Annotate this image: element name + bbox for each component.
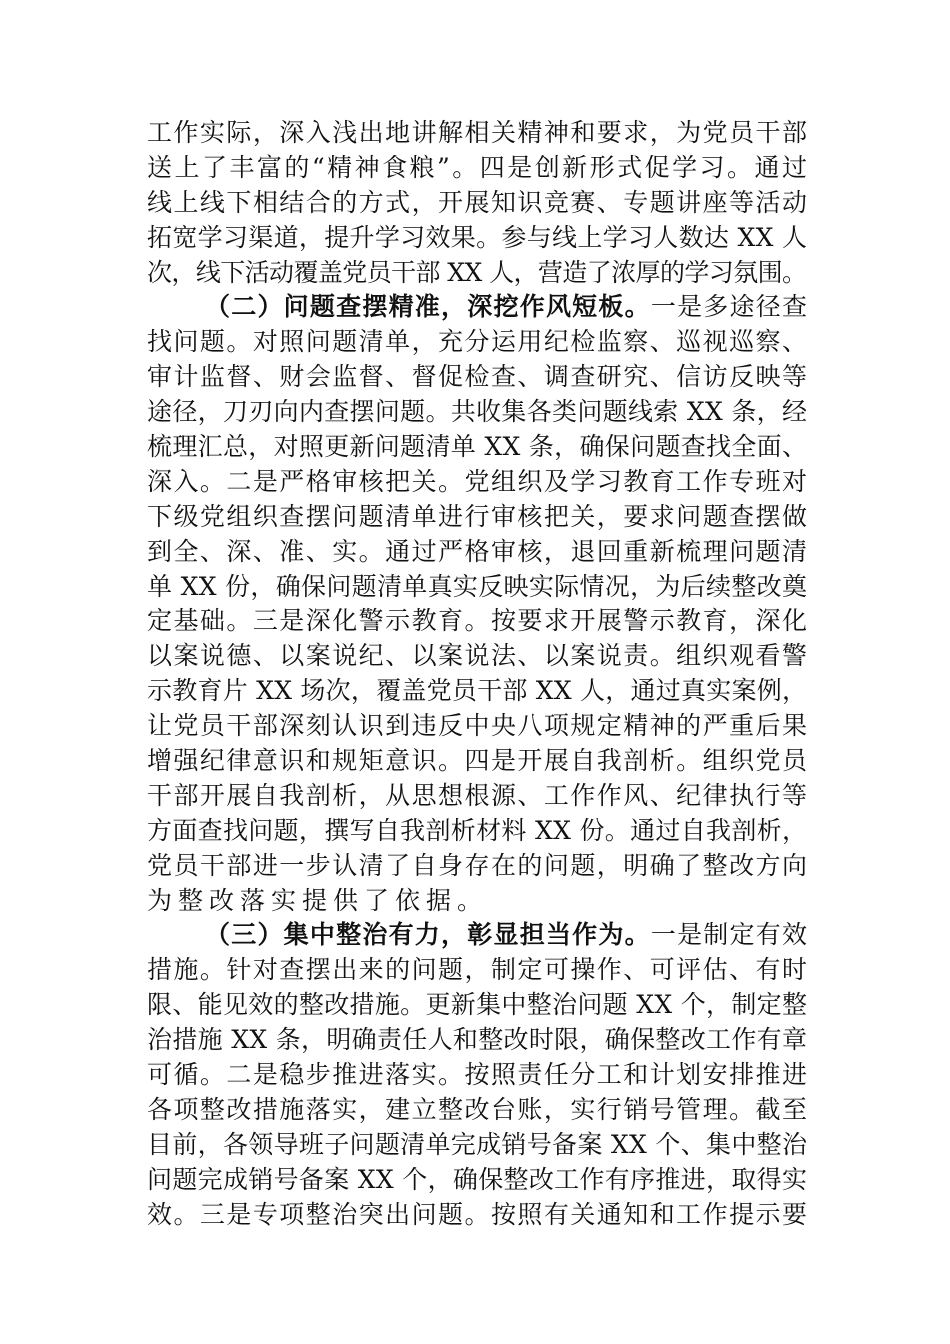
text-run: 拓宽学习渠道，提升学习效果。参与线上学习人数达 XX 人 bbox=[147, 222, 808, 252]
text-line bbox=[147, 256, 807, 291]
text-run: 可循。二是稳步推进落实。按照责任分工和计划安排推进 bbox=[147, 1060, 809, 1090]
text-run: 以案说德、以案说纪、以案说法、以案说责。组织观看警 bbox=[147, 641, 809, 671]
text-run: 工作实际，深入浅出地讲解相关精神和要求，为党员干部 bbox=[147, 118, 809, 147]
text-run: 目前，各领导班子问题清单完成销号备案 XX 个、集中整治 bbox=[147, 1129, 808, 1159]
text-line bbox=[147, 953, 807, 988]
text-line bbox=[147, 1023, 807, 1058]
text-run: 深入。二是严格审核把关。党组织及学习教育工作专班对 bbox=[147, 466, 809, 496]
text-line bbox=[147, 814, 807, 849]
text-run: 效。三是专项整治突出问题。按照有关通知和工作提示要 bbox=[147, 1199, 809, 1229]
text-run: 下级党组织查摆问题清单进行审核把关，要求问题查摆做 bbox=[147, 501, 809, 531]
text-line bbox=[147, 500, 807, 535]
text-line bbox=[147, 918, 807, 953]
text-line bbox=[147, 1163, 807, 1198]
text-run: 方面查找问题，撰写自我剖析材料 XX 份。通过自我剖析， bbox=[147, 815, 808, 845]
text-line bbox=[147, 1093, 807, 1128]
text-line bbox=[147, 639, 807, 674]
text-line bbox=[147, 465, 807, 500]
text-line bbox=[147, 535, 807, 570]
text-run: 定基础。三是深化警示教育。按要求开展警示教育，深化 bbox=[147, 606, 809, 636]
text-run: 问题完成销号备案 XX 个，确保整改工作有序推进，取得实 bbox=[147, 1164, 808, 1194]
text-run: 线上线下相结合的方式，开展知识竞赛、专题讲座等活动 bbox=[147, 187, 809, 217]
text-line bbox=[147, 151, 810, 186]
text-run: 到全、深、准、实。通过严格审核，退回重新梳理问题清 bbox=[147, 536, 809, 566]
text-run: 一是制定有效 bbox=[650, 920, 809, 950]
text-line bbox=[147, 570, 807, 605]
text-line bbox=[147, 221, 807, 256]
text-run: 增强纪律意识和规矩意识。四是开展自我剖析。组织党员 bbox=[147, 746, 809, 776]
text-run: 干部开展自我剖析，从思想根源、工作作风、纪律执行等 bbox=[147, 780, 809, 810]
text-run: 限、能见效的整改措施。更新集中整治问题 XX 个，制定整 bbox=[147, 990, 808, 1020]
text-line bbox=[147, 1128, 807, 1163]
text-line bbox=[147, 430, 807, 465]
section-heading: （二）问题查摆精准，深挖作风短板。 bbox=[205, 292, 651, 322]
body-text bbox=[147, 116, 810, 1233]
text-line bbox=[147, 360, 807, 395]
text-run: 次，线下活动覆盖党员干部 XX 人，营造了浓厚的学习氛围。 bbox=[147, 257, 807, 287]
text-run: 各项整改措施落实，建立整改台账，实行销号管理。截至 bbox=[147, 1094, 809, 1124]
text-line bbox=[147, 988, 807, 1023]
text-run: 示教育片 XX 场次，覆盖党员干部 XX 人，通过真实案例， bbox=[147, 676, 808, 706]
text-line bbox=[147, 186, 807, 221]
text-run: 一是多途径查 bbox=[650, 292, 809, 322]
text-line bbox=[147, 1198, 807, 1233]
text-line bbox=[147, 709, 807, 744]
text-run: 治措施 XX 条，明确责任人和整改时限，确保整改工作有章 bbox=[147, 1025, 808, 1055]
text-line bbox=[147, 604, 807, 639]
text-run: 梳理汇总，对照更新问题清单 XX 条，确保问题查找全面、 bbox=[147, 432, 808, 462]
text-line bbox=[147, 674, 807, 709]
section-heading: （三）集中整治有力，彰显担当作为。 bbox=[205, 920, 651, 950]
text-line bbox=[147, 849, 807, 884]
text-run: 为整改落实提供了依据。 bbox=[147, 885, 489, 915]
text-line bbox=[147, 884, 807, 919]
text-line bbox=[147, 744, 807, 779]
text-line bbox=[147, 395, 807, 430]
text-run: 审计监督、财会监督、督促检查、调查研究、信访反映等 bbox=[147, 362, 809, 392]
text-run: 送上了丰富的“精神食粮”。四是创新形式促学习。通过 bbox=[147, 152, 810, 182]
text-run: 途径，刀刃向内查摆问题。共收集各类问题线索 XX 条，经 bbox=[147, 397, 808, 427]
text-line bbox=[147, 779, 807, 814]
text-line bbox=[147, 290, 807, 325]
text-run: 党员干部进一步认清了自身存在的问题，明确了整改方向 bbox=[147, 850, 809, 880]
text-line bbox=[147, 116, 807, 151]
text-line bbox=[147, 325, 807, 360]
text-line bbox=[147, 1058, 807, 1093]
text-run: 单 XX 份，确保问题清单真实反映实际情况，为后续整改奠 bbox=[147, 571, 808, 601]
text-run: 找问题。对照问题清单，充分运用纪检监察、巡视巡察、 bbox=[147, 327, 809, 357]
text-run: 措施。针对查摆出来的问题，制定可操作、可评估、有时 bbox=[147, 955, 809, 985]
text-run: 让党员干部深刻认识到违反中央八项规定精神的严重后果 bbox=[147, 711, 809, 741]
